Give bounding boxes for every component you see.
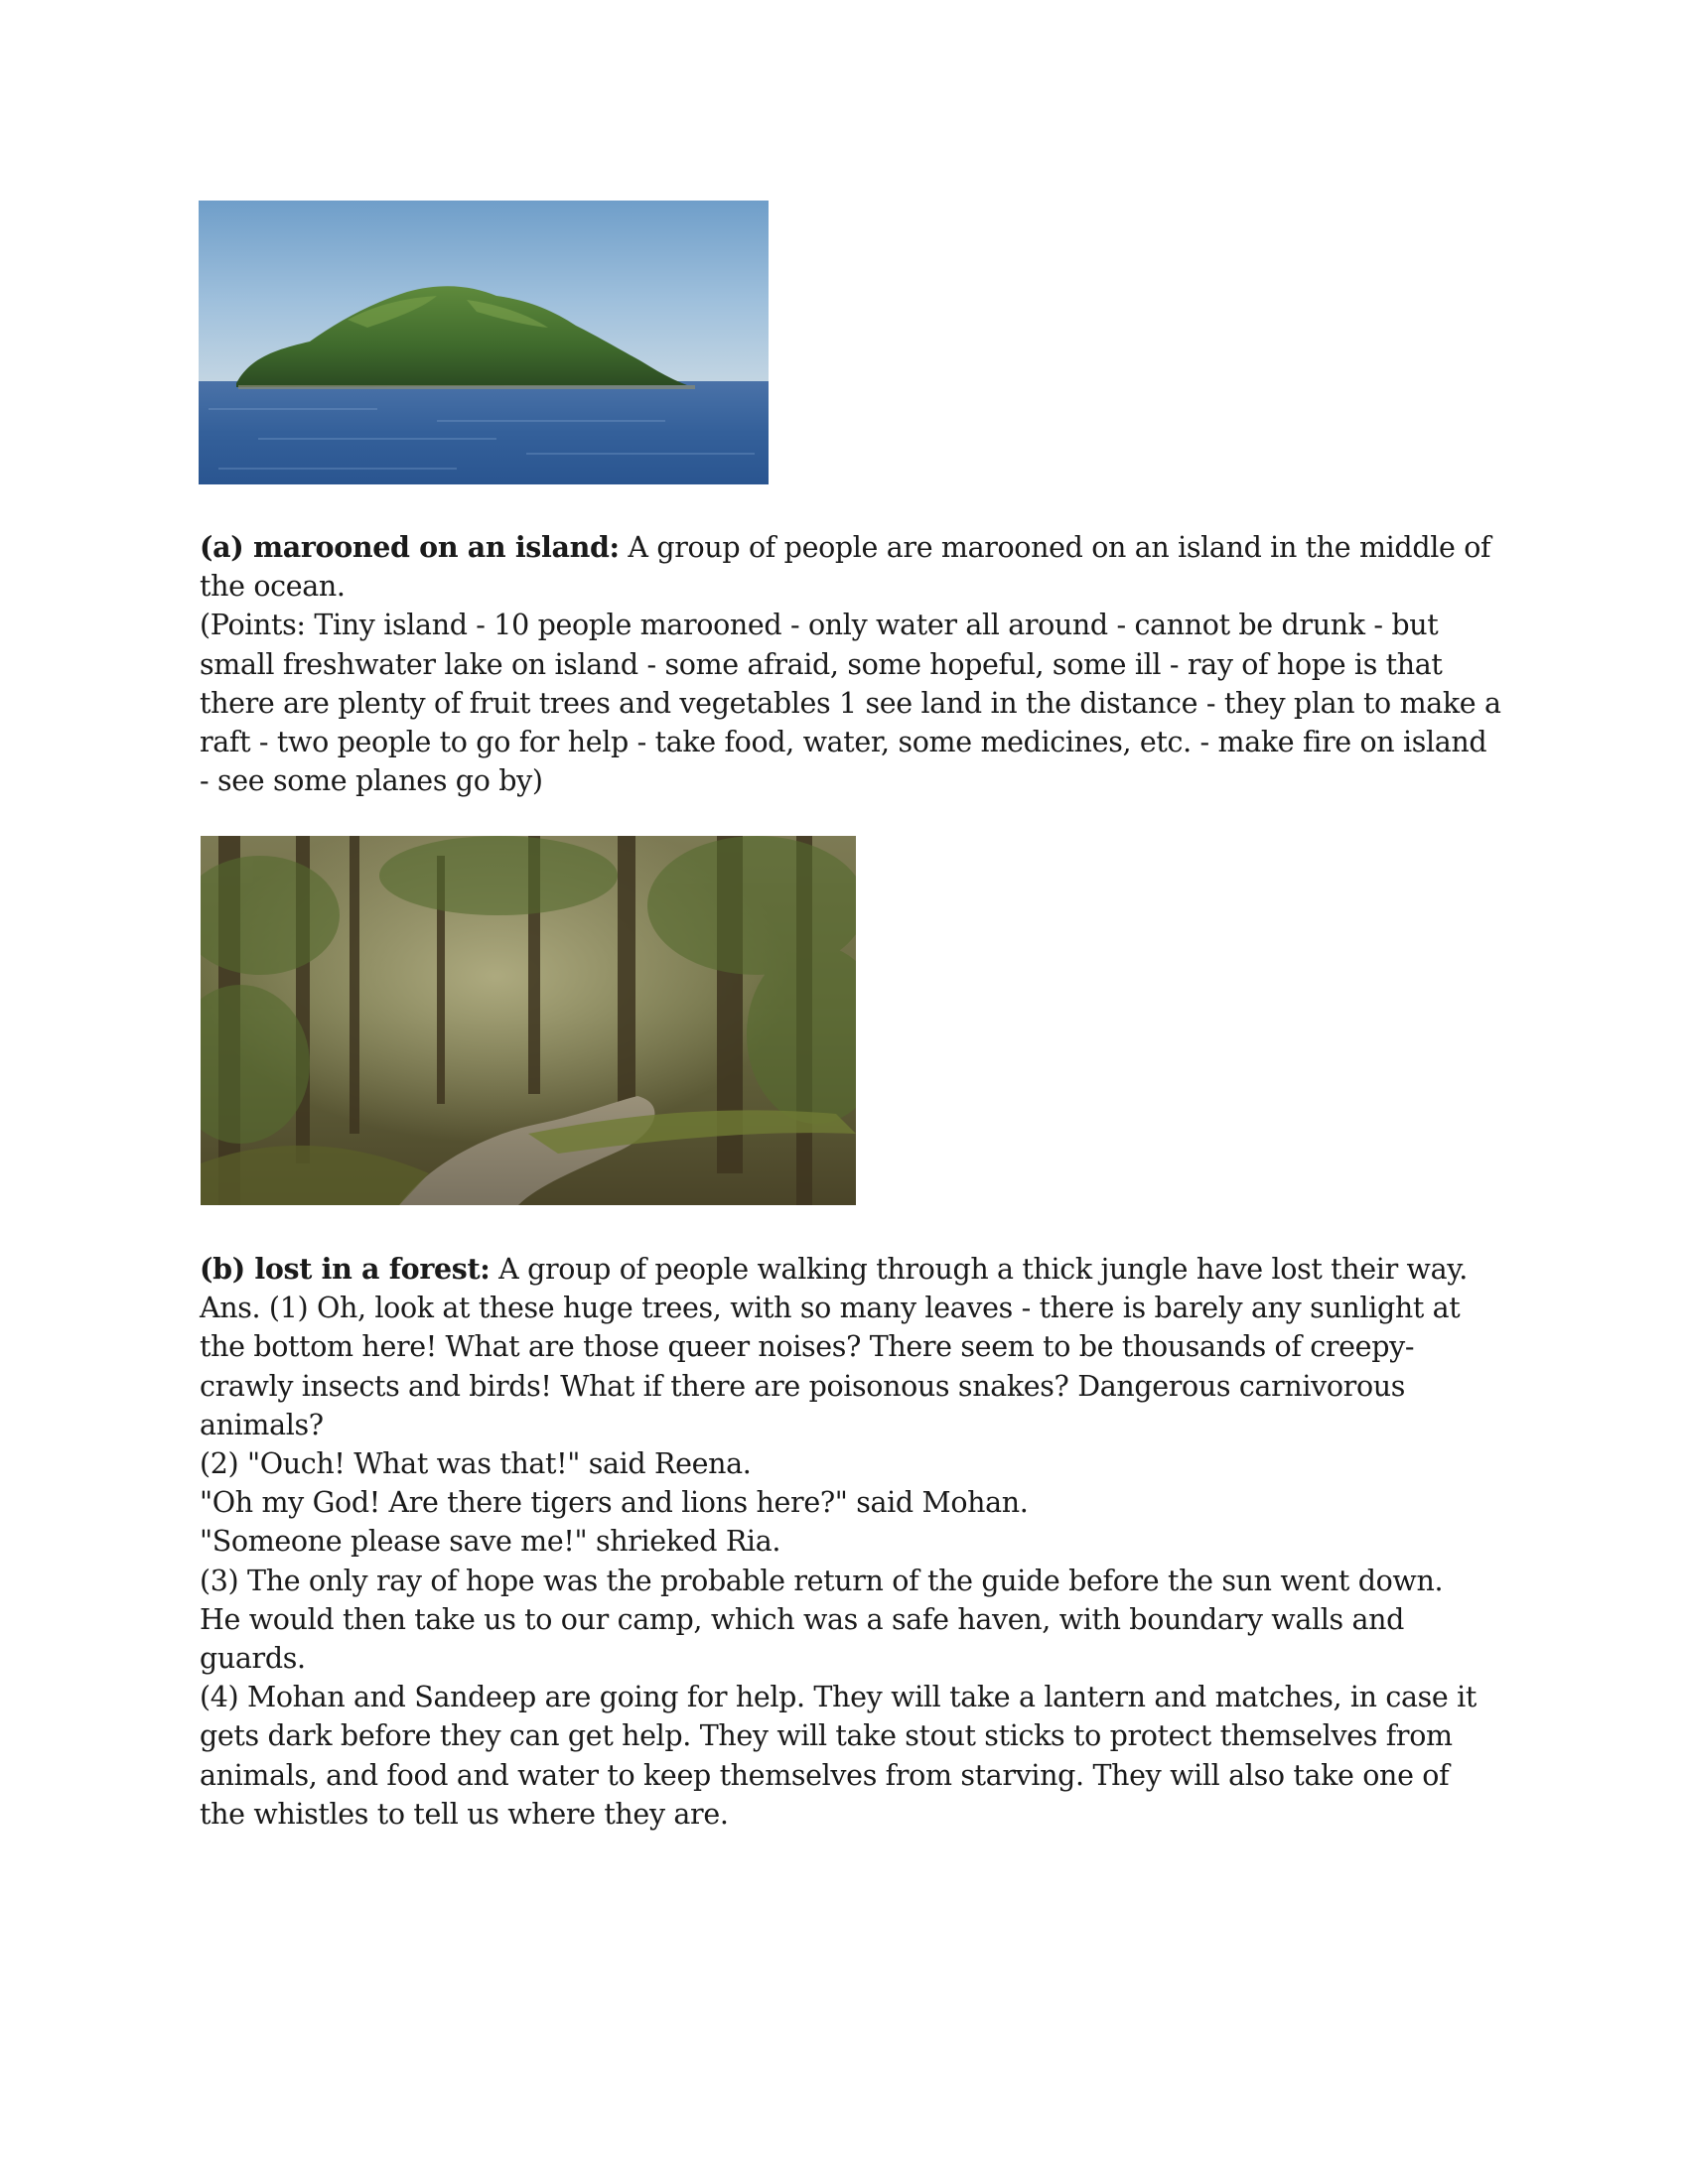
section-marooned-on-island (200, 528, 1510, 800)
section-a-line: (Points: Tiny island - 10 people marooned - only water all around - cannot be drunk - but (200, 609, 1439, 642)
section-a-line: raft - two people to go for help - take food, water, some medicines, etc. - make fire on island (200, 726, 1487, 759)
section-a-line: - see some planes go by) (200, 764, 543, 798)
section-b-line: the bottom here! What are those queer noises? There seem to be thousands of creepy- (200, 1330, 1415, 1364)
section-a-line: the ocean. (200, 570, 346, 604)
section-b-line: guards. (200, 1642, 306, 1676)
section-b-line: "Someone please save me!" shrieked Ria. (200, 1525, 781, 1559)
section-b-line: (4) Mohan and Sandeep are going for help. They will take a lantern and matches, in case it (200, 1681, 1477, 1714)
section-b-line: crawly insects and birds! What if there are poisonous snakes? Dangerous carnivorous (200, 1369, 1406, 1403)
section-b-line: (2) "Ouch! What was that!" said Reena. (200, 1447, 752, 1481)
section-b-line: the whistles to tell us where they are. (200, 1797, 729, 1831)
section-b-heading: (b) lost in a forest: (200, 1252, 491, 1286)
island-photo (199, 201, 769, 484)
section-b-line: animals, and food and water to keep themselves from starving. They will also take one of (200, 1758, 1450, 1792)
section-b-line: (3) The only ray of hope was the probable return of the guide before the sun went down. (200, 1564, 1444, 1597)
forest-photo (201, 836, 856, 1205)
section-b-line: (b) lost in a forest: A group of people walking through a thick jungle have lost their way. (200, 1252, 1468, 1286)
section-b-line: gets dark before they can get help. They will take stout sticks to protect themselves from (200, 1719, 1453, 1753)
section-b-line: He would then take us to our camp, which was a safe haven, with boundary walls and (200, 1602, 1405, 1636)
section-a-heading: (a) marooned on an island: (200, 530, 620, 564)
section-b-line: Ans. (1) Oh, look at these huge trees, with so many leaves - there is barely any sunlight at (200, 1292, 1461, 1325)
section-b-line: animals? (200, 1408, 324, 1441)
section-a-line: small freshwater lake on island - some afraid, some hopeful, some ill - ray of hope is that (200, 647, 1443, 681)
section-b-line: "Oh my God! Are there tigers and lions here?" said Mohan. (200, 1486, 1029, 1520)
section-a-line: there are plenty of fruit trees and vegetables 1 see land in the distance - they plan to make a (200, 686, 1501, 720)
section-a-line: (a) marooned on an island: A group of people are marooned on an island in the middle of (200, 530, 1491, 564)
section-lost-in-forest (200, 1250, 1510, 1834)
